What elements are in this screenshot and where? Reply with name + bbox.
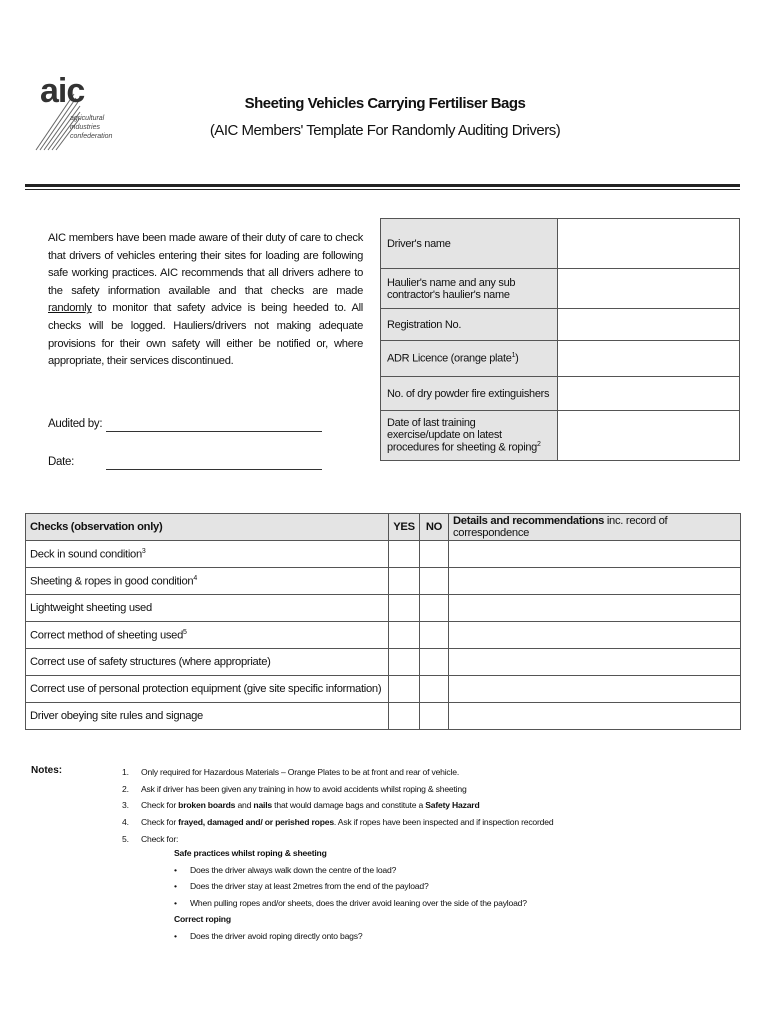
- no-cell[interactable]: [420, 676, 449, 703]
- audited-by-label: Audited by:: [48, 418, 103, 430]
- haulier-name-field[interactable]: [558, 269, 740, 309]
- correct-roping-heading: Correct roping: [174, 914, 231, 924]
- bullet-icon: •: [174, 881, 177, 891]
- bullet-item: • Does the driver always walk down the centre of the load?: [174, 865, 397, 875]
- table-row: [26, 649, 741, 676]
- bullet-item: • Does the driver avoid roping directly onto bags?: [174, 931, 363, 941]
- checks-header-row: [26, 514, 741, 541]
- check-label: Correct method of sheeting used$^5$: [26, 622, 389, 649]
- no-header: NO: [420, 514, 449, 541]
- checks-header: Checks (observation only): [26, 514, 389, 541]
- no-cell[interactable]: [420, 595, 449, 622]
- training-date-field[interactable]: [558, 411, 740, 461]
- check-label: Correct use of personal protection equipment (give site specific information): [26, 676, 389, 703]
- no-cell[interactable]: [420, 568, 449, 595]
- yes-header: YES: [389, 514, 420, 541]
- table-row: [26, 541, 741, 568]
- no-cell[interactable]: [420, 649, 449, 676]
- details-cell[interactable]: [449, 622, 741, 649]
- extinguishers-label: No. of dry powder fire extinguishers: [381, 377, 558, 411]
- details-cell[interactable]: [449, 541, 741, 568]
- note-2: 2. Ask if driver has been given any training in how to avoid accidents whilst roping & sheeting: [122, 783, 467, 794]
- header-divider-thin: [25, 189, 740, 190]
- no-cell[interactable]: [420, 622, 449, 649]
- details-cell[interactable]: [449, 649, 741, 676]
- drivers-name-label: Driver's name: [381, 219, 558, 269]
- adr-licence-label: ADR Licence (orange plate$^1$): [381, 341, 558, 377]
- details-cell[interactable]: [449, 595, 741, 622]
- note-4: 4. Check for frayed, damaged and/ or perished ropes. Ask if ropes have been inspected and if inspection recorded: [122, 817, 554, 828]
- bullet-icon: •: [174, 931, 177, 941]
- notes-label: Notes:: [31, 765, 63, 776]
- yes-cell[interactable]: [389, 568, 420, 595]
- table-row: [26, 622, 741, 649]
- logo-tagline: agricultural industries confederation: [70, 115, 113, 140]
- check-label: Lightweight sheeting used: [26, 595, 389, 622]
- details-cell[interactable]: [449, 676, 741, 703]
- table-row: [26, 595, 741, 622]
- page-title: Sheeting Vehicles Carrying Fertiliser Bags: [244, 95, 526, 112]
- note-1: 1. Only required for Hazardous Materials – Orange Plates to be at front and rear of vehicle.: [122, 767, 460, 777]
- haulier-name-label: Haulier's name and any sub contractor's haulier's name: [381, 269, 558, 309]
- date-field[interactable]: [106, 469, 322, 470]
- training-date-label: Date of last training exercise/update on latest procedures for sheeting & roping$^2$: [381, 411, 558, 461]
- check-label: Sheeting & ropes in good condition$^4$: [26, 568, 389, 595]
- adr-licence-field[interactable]: [558, 341, 740, 377]
- intro-paragraph: AIC members have been made aware of their duty of care to check that drivers of vehicles entering their sites for loading are following safe working practices. AIC recommends that all drivers adhere to the safety information available and that checks are made randomly to monitor that safety advice is being heeded to. All checks will be logged. Hauliers/drivers not making adequate provisions for their own safety will either be notified or, where appropriate, their services discontinued.: [48, 232, 363, 368]
- bullet-item: • Does the driver stay at least 2metres from the end of the payload?: [174, 881, 429, 891]
- bullet-icon: •: [174, 865, 177, 875]
- table-row: [26, 568, 741, 595]
- table-row: [26, 676, 741, 703]
- details-cell[interactable]: [449, 703, 741, 730]
- no-cell[interactable]: [420, 541, 449, 568]
- yes-cell[interactable]: [389, 703, 420, 730]
- check-label: Driver obeying site rules and signage: [26, 703, 389, 730]
- bullet-item: • When pulling ropes and/or sheets, does the driver avoid leaning over the side of the payload?: [174, 898, 527, 908]
- yes-cell[interactable]: [389, 595, 420, 622]
- drivers-name-field[interactable]: [558, 219, 740, 269]
- check-label: Deck in sound condition$^3$: [26, 541, 389, 568]
- audited-by-field[interactable]: [106, 431, 322, 432]
- notes-list: [122, 764, 553, 848]
- registration-label: Registration No.: [381, 309, 558, 341]
- logo-mark: aic: [40, 72, 85, 110]
- check-label: Correct use of safety structures (where appropriate): [26, 649, 389, 676]
- bullet-icon: •: [174, 898, 177, 908]
- aic-logo: [30, 72, 120, 152]
- details-cell[interactable]: [449, 568, 741, 595]
- registration-field[interactable]: [558, 309, 740, 341]
- extinguishers-field[interactable]: [558, 377, 740, 411]
- checks-table: [25, 513, 741, 730]
- yes-cell[interactable]: [389, 676, 420, 703]
- details-header: Details and recommendations inc. record of correspondence: [449, 514, 741, 541]
- no-cell[interactable]: [420, 703, 449, 730]
- note-5: 5. Check for:: [122, 833, 179, 844]
- header-divider: [25, 184, 740, 187]
- driver-info-table: [380, 218, 740, 461]
- safe-practices-heading: Safe practices whilst roping & sheeting: [174, 848, 327, 858]
- note-3: 3. Check for broken boards and nails that would damage bags and constitute a Safety Hazard: [122, 800, 480, 811]
- page-subtitle: (AIC Members' Template For Randomly Auditing Drivers): [209, 122, 561, 139]
- date-label: Date:: [48, 456, 74, 468]
- yes-cell[interactable]: [389, 649, 420, 676]
- yes-cell[interactable]: [389, 541, 420, 568]
- table-row: [26, 703, 741, 730]
- yes-cell[interactable]: [389, 622, 420, 649]
